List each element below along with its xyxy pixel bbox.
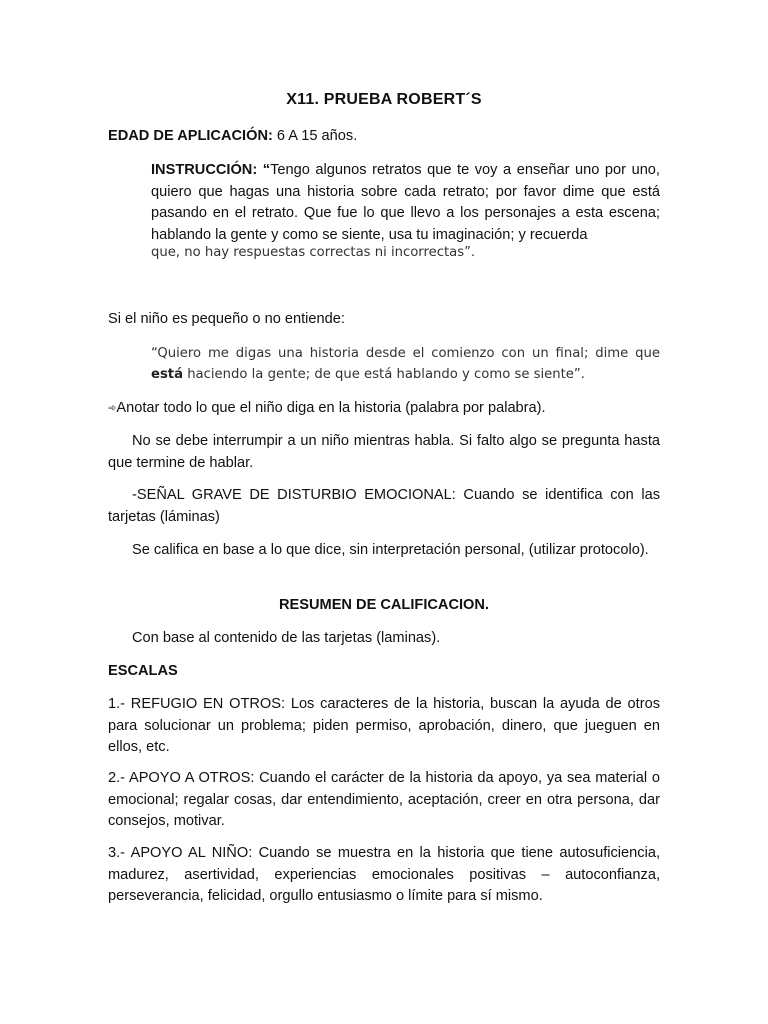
scale-item-refugio: 1.- REFUGIO EN OTROS: Los caracteres de la historia, buscan la ayuda de otros para solucionar un problema; piden permiso, aprobación, dinero, que jueguen en ellos, etc. [108,696,660,755]
instruction-text-end: que, no hay respuestas correctas ni incorrectas”. [151,245,476,260]
small-child-quote-end: haciendo la gente; de que está hablando y como se siente”. [183,367,585,382]
califica-paragraph: Se califica en base a lo que dice, sin interpretación personal, (utilizar protocolo). [132,542,649,558]
age-label: EDAD DE APLICACIÓN: [108,128,273,144]
age-line [108,126,668,148]
no-interrupt-paragraph: No se debe interrumpir a un niño mientras habla. Si falto algo se pregunta hasta que termine de hablar. [108,433,660,471]
note-text: Anotar todo lo que el niño diga en la historia (palabra por palabra). [116,400,546,416]
scales-heading: ESCALAS [108,663,178,679]
small-child-quote-line1: “Quiero me digas una historia desde el comienzo con un final; dime que [151,346,660,361]
disturbio-paragraph: -SEÑAL GRAVE DE DISTURBIO EMOCIONAL: Cuando se identifica con las tarjetas (láminas) [108,487,660,525]
small-child-quote-bold: está [151,367,183,382]
scale-item-apoyo-nino: 3.- APOYO AL NIÑO: Cuando se muestra en la historia que tiene autosuficiencia, madurez, asertividad, experiencias emocionales positivas – autoconfianza, perseverancia, felicidad, orgullo entusiasmo o límite para sí mismo. [108,845,660,904]
scale-item-apoyo-otros: 2.- APOYO A OTROS: Cuando el carácter de la historia da apoyo, ya sea material o emocional; regalar cosas, dar entendimiento, aceptación, creer en otra persona, dar consejos, motivar. [108,770,660,829]
instruction-paragraph [151,160,660,246]
arrow-icon: ➾ [108,403,117,414]
instruction-open-quote: “ [257,162,271,178]
small-child-quote-line2 [151,364,660,386]
summary-text: Con base al contenido de las tarjetas (laminas). [132,630,441,646]
page-title: X11. PRUEBA ROBERT´S [286,91,482,108]
summary-heading: RESUMEN DE CALIFICACION. [279,597,489,613]
instruction-text: Tengo algunos retratos que te voy a enseñar uno por uno, quiero que hagas una historia sobre cada retrato; por favor dime que está pasando en el retrato. Que fue lo que llevo a los personajes a esta escena; hablando la gente y como se siente, usa tu imaginación; y recuerda [151,162,660,243]
small-child-intro: Si el niño es pequeño o no entiende: [108,311,345,327]
age-value: 6 A 15 años. [272,128,358,144]
instruction-label: INSTRUCCIÓN: [151,162,258,178]
note-line [108,398,668,420]
